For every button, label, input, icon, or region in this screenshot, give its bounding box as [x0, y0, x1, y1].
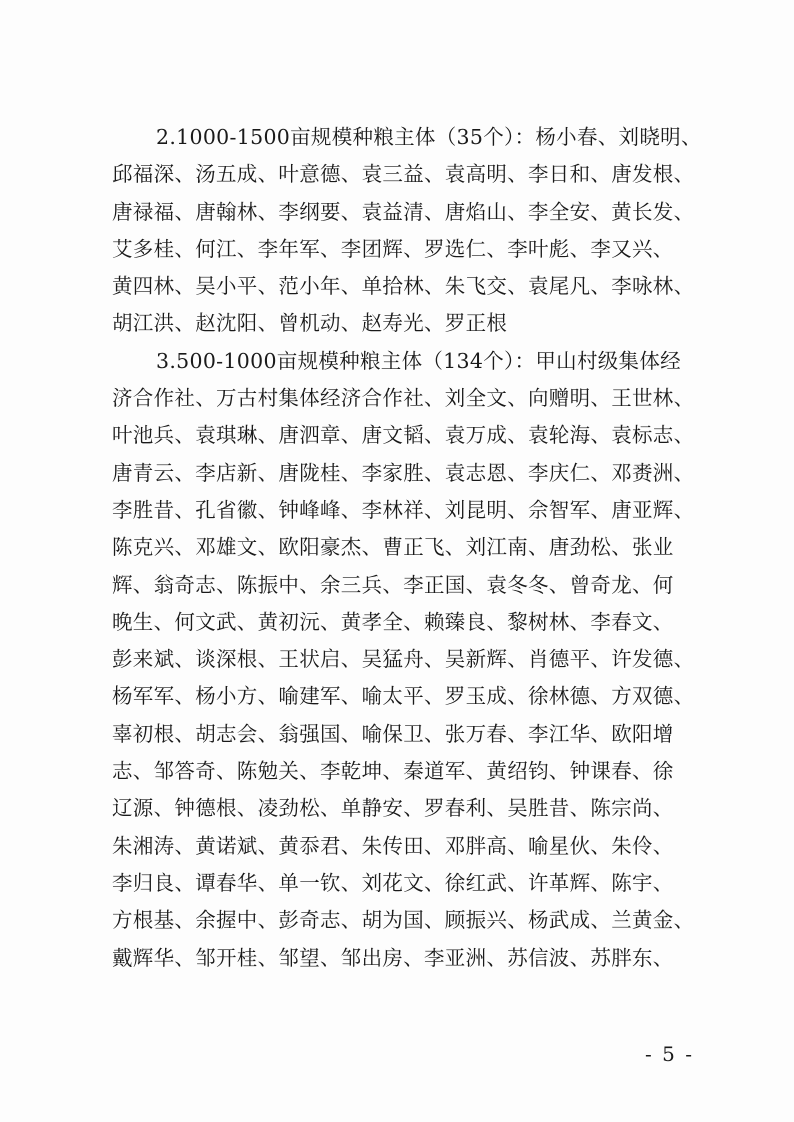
text-line: 戴辉华、邹开桂、邹望、邹出房、李亚洲、苏信波、苏胖东、 — [112, 945, 674, 970]
text-line: 济合作社、万古村集体经济合作社、刘全文、向赠明、王世林、 — [112, 386, 695, 411]
text-line: 辽源、钟德根、凌劲松、单静安、罗春利、吴胜昔、陈宗尚、 — [112, 796, 674, 821]
text-line: 朱湘涛、黄诺斌、黄忝君、朱传田、邓胖高、喻星伙、朱伶、 — [112, 833, 674, 858]
text-line: 唐青云、李店新、唐陇桂、李家胜、袁志恩、李庆仁、邓赉洲、 — [112, 460, 695, 485]
text-line: 杨军军、杨小方、喻建军、喻太平、罗玉成、徐林德、方双德、 — [112, 684, 695, 709]
text-line: 李归良、谭春华、单一钦、刘花文、徐红武、许革辉、陈宇、 — [112, 870, 674, 895]
text-line: 李胜昔、孔省徽、钟峰峰、李林祥、刘昆明、佘智军、唐亚辉、 — [112, 497, 695, 522]
text-line: 艾多桂、何江、李年军、李团辉、罗选仁、李叶彪、李又兴、 — [112, 236, 674, 261]
paragraph-2-heading-line: 2.1000-1500亩规模种粮主体（35个）：杨小春、刘晓明、 — [156, 125, 702, 149]
text-line: 彭来斌、谈深根、王状启、吴猛舟、吴新辉、肖德平、许发德、 — [112, 647, 695, 672]
text-line: 唐禄福、唐翰林、李纲要、袁益清、唐焰山、李全安、黄长发、 — [112, 199, 695, 224]
body-text — [112, 119, 702, 977]
text-line: 邱福深、汤五成、叶意德、袁三益、袁高明、李日和、唐发根、 — [112, 162, 695, 187]
paragraph-3-heading-line: 3.500-1000亩规模种粮主体（134个）：甲山村级集体经 — [156, 348, 681, 373]
text-line: 陈克兴、邓雄文、欧阳豪杰、曹正飞、刘江南、唐劲松、张业 — [112, 535, 674, 560]
text-line: 胡江洪、赵沈阳、曾机动、赵寿光、罗正根 — [112, 311, 508, 336]
page-number: - 5 - — [645, 1042, 694, 1066]
text-line: 方根基、余握中、彭奇志、胡为国、顾振兴、杨武成、兰黄金、 — [112, 908, 695, 933]
text-line: 叶池兵、袁琪琳、唐泗章、唐文韬、袁万成、袁轮海、袁标志、 — [112, 423, 695, 448]
text-line: 黄四林、吴小平、范小年、单拾林、朱飞交、袁尾凡、李咏林、 — [112, 274, 695, 299]
text-line: 辉、翁奇志、陈振中、余三兵、李正国、袁冬冬、曾奇龙、何 — [112, 572, 674, 597]
text-line: 晚生、何文武、黄初沅、黄孝全、赖臻良、黎树林、李春文、 — [112, 609, 674, 634]
text-line: 辜初根、胡志会、翁强国、喻保卫、张万春、李江华、欧阳增 — [112, 721, 674, 746]
text-line: 志、邹答奇、陈勉关、李乾坤、秦道军、黄绍钧、钟课春、徐 — [112, 759, 674, 784]
